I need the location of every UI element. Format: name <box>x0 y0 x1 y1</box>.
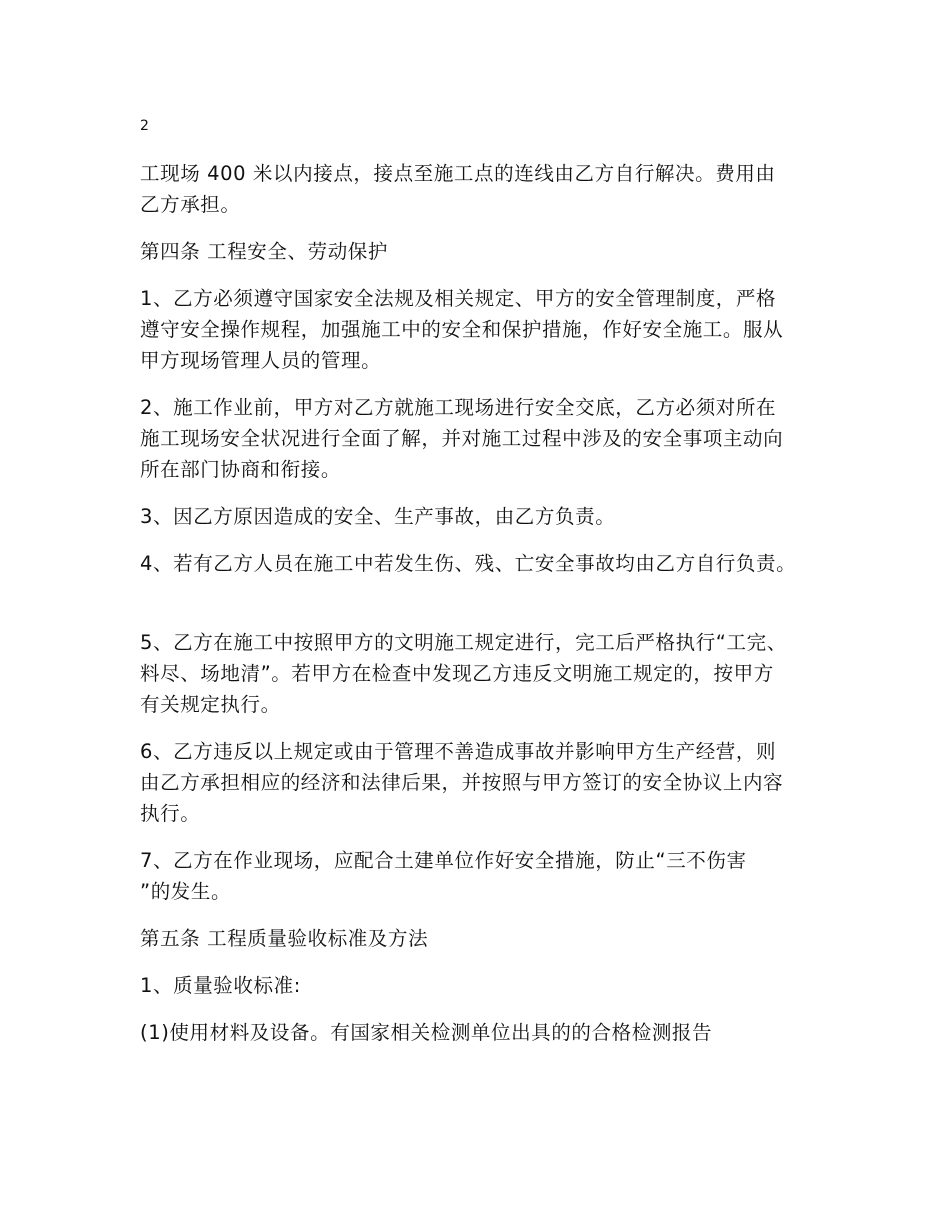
paragraph <box>140 845 830 907</box>
text-line: 6、乙方违反以上规定或由于管理不善造成事故并影响甲方生产经营，则 <box>140 740 777 763</box>
paragraph <box>140 627 830 720</box>
text-line: 乙方承担。 <box>140 193 241 216</box>
paragraph <box>140 392 830 485</box>
text-line: ”的发生。 <box>140 880 232 903</box>
paragraph <box>140 501 830 532</box>
page-number: 2 <box>140 118 149 134</box>
text-line: 2、施工作业前，甲方对乙方就施工现场进行安全交底，乙方必须对所在 <box>140 396 777 419</box>
text-line: (1)使用材料及设备。有国家相关检测单位出具的的合格检测报告 <box>140 1021 713 1044</box>
text-line: 4、若有乙方人员在施工中若发生伤、残、亡安全事故均由乙方自行负责。 <box>140 552 797 575</box>
text-line: 3、因乙方原因造成的安全、生产事故，由乙方负责。 <box>140 505 616 528</box>
paragraph <box>140 548 830 579</box>
text-line: 1、质量验收标准: <box>140 974 301 997</box>
blank-line <box>140 595 830 627</box>
text-line: 5、乙方在施工中按照甲方的文明施工规定进行，完工后严格执行“工完、 <box>140 631 787 654</box>
text-line: 第四条 工程安全、劳动保护 <box>140 240 388 263</box>
section-heading <box>140 923 830 954</box>
paragraph <box>140 736 830 829</box>
paragraph <box>140 1017 830 1048</box>
text-line: 由乙方承担相应的经济和法律后果，并按照与甲方签订的安全协议上内容 <box>140 771 784 794</box>
text-line: 所在部门协商和衔接。 <box>140 458 342 481</box>
text-line: 执行。 <box>140 802 201 825</box>
text-line: 料尽、场地清”。若甲方在检查中发现乙方违反文明施工规定的，按甲方 <box>140 662 774 685</box>
text-line: 有关规定执行。 <box>140 693 281 716</box>
text-line: 第五条 工程质量验收标准及方法 <box>140 927 429 950</box>
text-line: 施工现场安全状况进行全面了解，并对施工过程中涉及的安全事项主动向 <box>140 427 784 450</box>
text-line: 7、乙方在作业现场，应配合土建单位作好安全措施，防止“三不伤害 <box>140 849 747 872</box>
text-line: 1、乙方必须遵守国家安全法规及相关规定、甲方的安全管理制度，严格 <box>140 287 777 310</box>
text-line: 工现场 400 米以内接点，接点至施工点的连线由乙方自行解决。费用由 <box>140 162 776 185</box>
document-body <box>140 158 830 1064</box>
text-line: 遵守安全操作规程，加强施工中的安全和保护措施，作好安全施工。服从 <box>140 318 784 341</box>
paragraph <box>140 970 830 1001</box>
paragraph <box>140 158 830 220</box>
paragraph <box>140 283 830 376</box>
section-heading <box>140 236 830 267</box>
text-line: 甲方现场管理人员的管理。 <box>140 349 382 372</box>
